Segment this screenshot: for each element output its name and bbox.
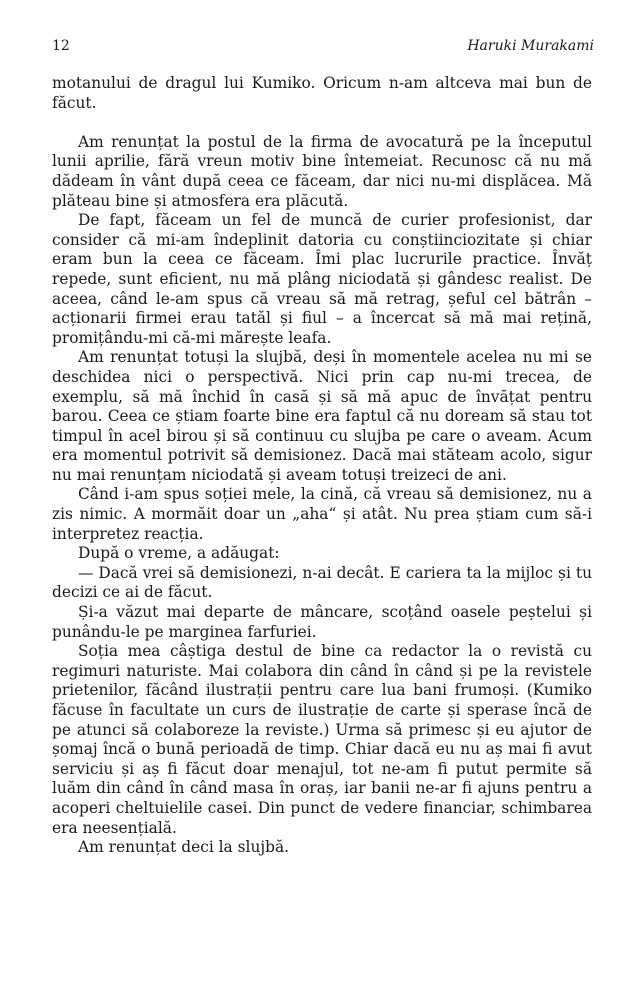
paragraph: Am renunțat deci la slujbă. <box>78 838 290 857</box>
body-text <box>52 74 592 858</box>
dialogue-paragraph: — Dacă vrei să demisionezi, n-ai decât. E cariera ta la mijloc și tu decizi ce ai de făcut. <box>52 563 592 602</box>
paragraph: De fapt, făceam un fel de muncă de curier profesionist, dar consider că mi-am îndeplinit datoria cu conștiinciozitate și chiar eram bun la ceea ce făceam. Îmi plac lucrurile practice. Învăț repede, sunt eficient, nu mă plâng niciodată și gândesc realist. De aceea, când le-am spus că vreau să mă retrag, șeful cel bătrân – acționarii firmei erau tatăl și fiul – a încercat să mă mai rețină, promițându-mi că-mi mărește leafa. <box>52 211 592 347</box>
paragraph: După o vreme, a adăugat: <box>78 544 280 563</box>
page-header <box>52 38 594 58</box>
page-number: 12 <box>52 38 70 54</box>
paragraph: Am renunțat la postul de la firma de avocatură pe la începutul lunii aprilie, fără vreun motiv bine întemeiat. Recunosc că nu mă dădeam în vânt după ceea ce făceam, dar nici nu-mi displăcea. Mă plăteau bine și atmosfera era plăcută. <box>52 132 592 210</box>
paragraph: Când i-am spus soției mele, la cină, că vreau să demisionez, nu a zis nimic. A mormăit doar un „aha“ și atât. Nu prea știam cum să-i interpretez reacția. <box>52 485 592 543</box>
paragraph: Soția mea câștiga destul de bine ca redactor la o revistă cu regimuri naturiste. Mai colabora din când în când și pe la revistele prietenilor, făcând ilustrații pentru care lua bani frumoși. (Kumiko făcuse în facultate un curs de ilustrație de carte și sperase încă de pe atunci să colaboreze la reviste.) Urma să primesc și eu ajutor de șomaj încă o bună perioadă de timp. Chiar dacă eu nu aș mai fi avut serviciu și aș fi făcut doar menajul, tot ne-am fi putut permite să luăm din când în când masa în oraș, iar banii ne-ar fi ajuns pentru a acoperi cheltuielile casei. Din punct de vedere financiar, schimbarea era neesențială. <box>52 642 592 837</box>
paragraph: Am renunțat totuși la slujbă, deși în momentele acelea nu mi se deschidea nici o perspectivă. Nici prin cap nu-mi trecea, de exemplu, să mă închid în casă și să mă apuc de învățat pentru barou. Ceea ce știam foarte bine era faptul că nu doream să stau tot timpul în acel birou și să continuu cu slujba pe care o aveam. Acum era momentul potrivit să demisionez. Dacă mai stăteam acolo, sigur nu mai renunțam niciodată și aveam totuși treizeci de ani. <box>52 348 592 484</box>
running-head-author: Haruki Murakami <box>467 38 594 54</box>
paragraph: Și-a văzut mai departe de mâncare, scoțând oasele peștelui și punându-le pe marginea farfuriei. <box>52 603 592 641</box>
paragraph: motanului de dragul lui Kumiko. Oricum n-am altceva mai bun de făcut. <box>52 74 592 112</box>
